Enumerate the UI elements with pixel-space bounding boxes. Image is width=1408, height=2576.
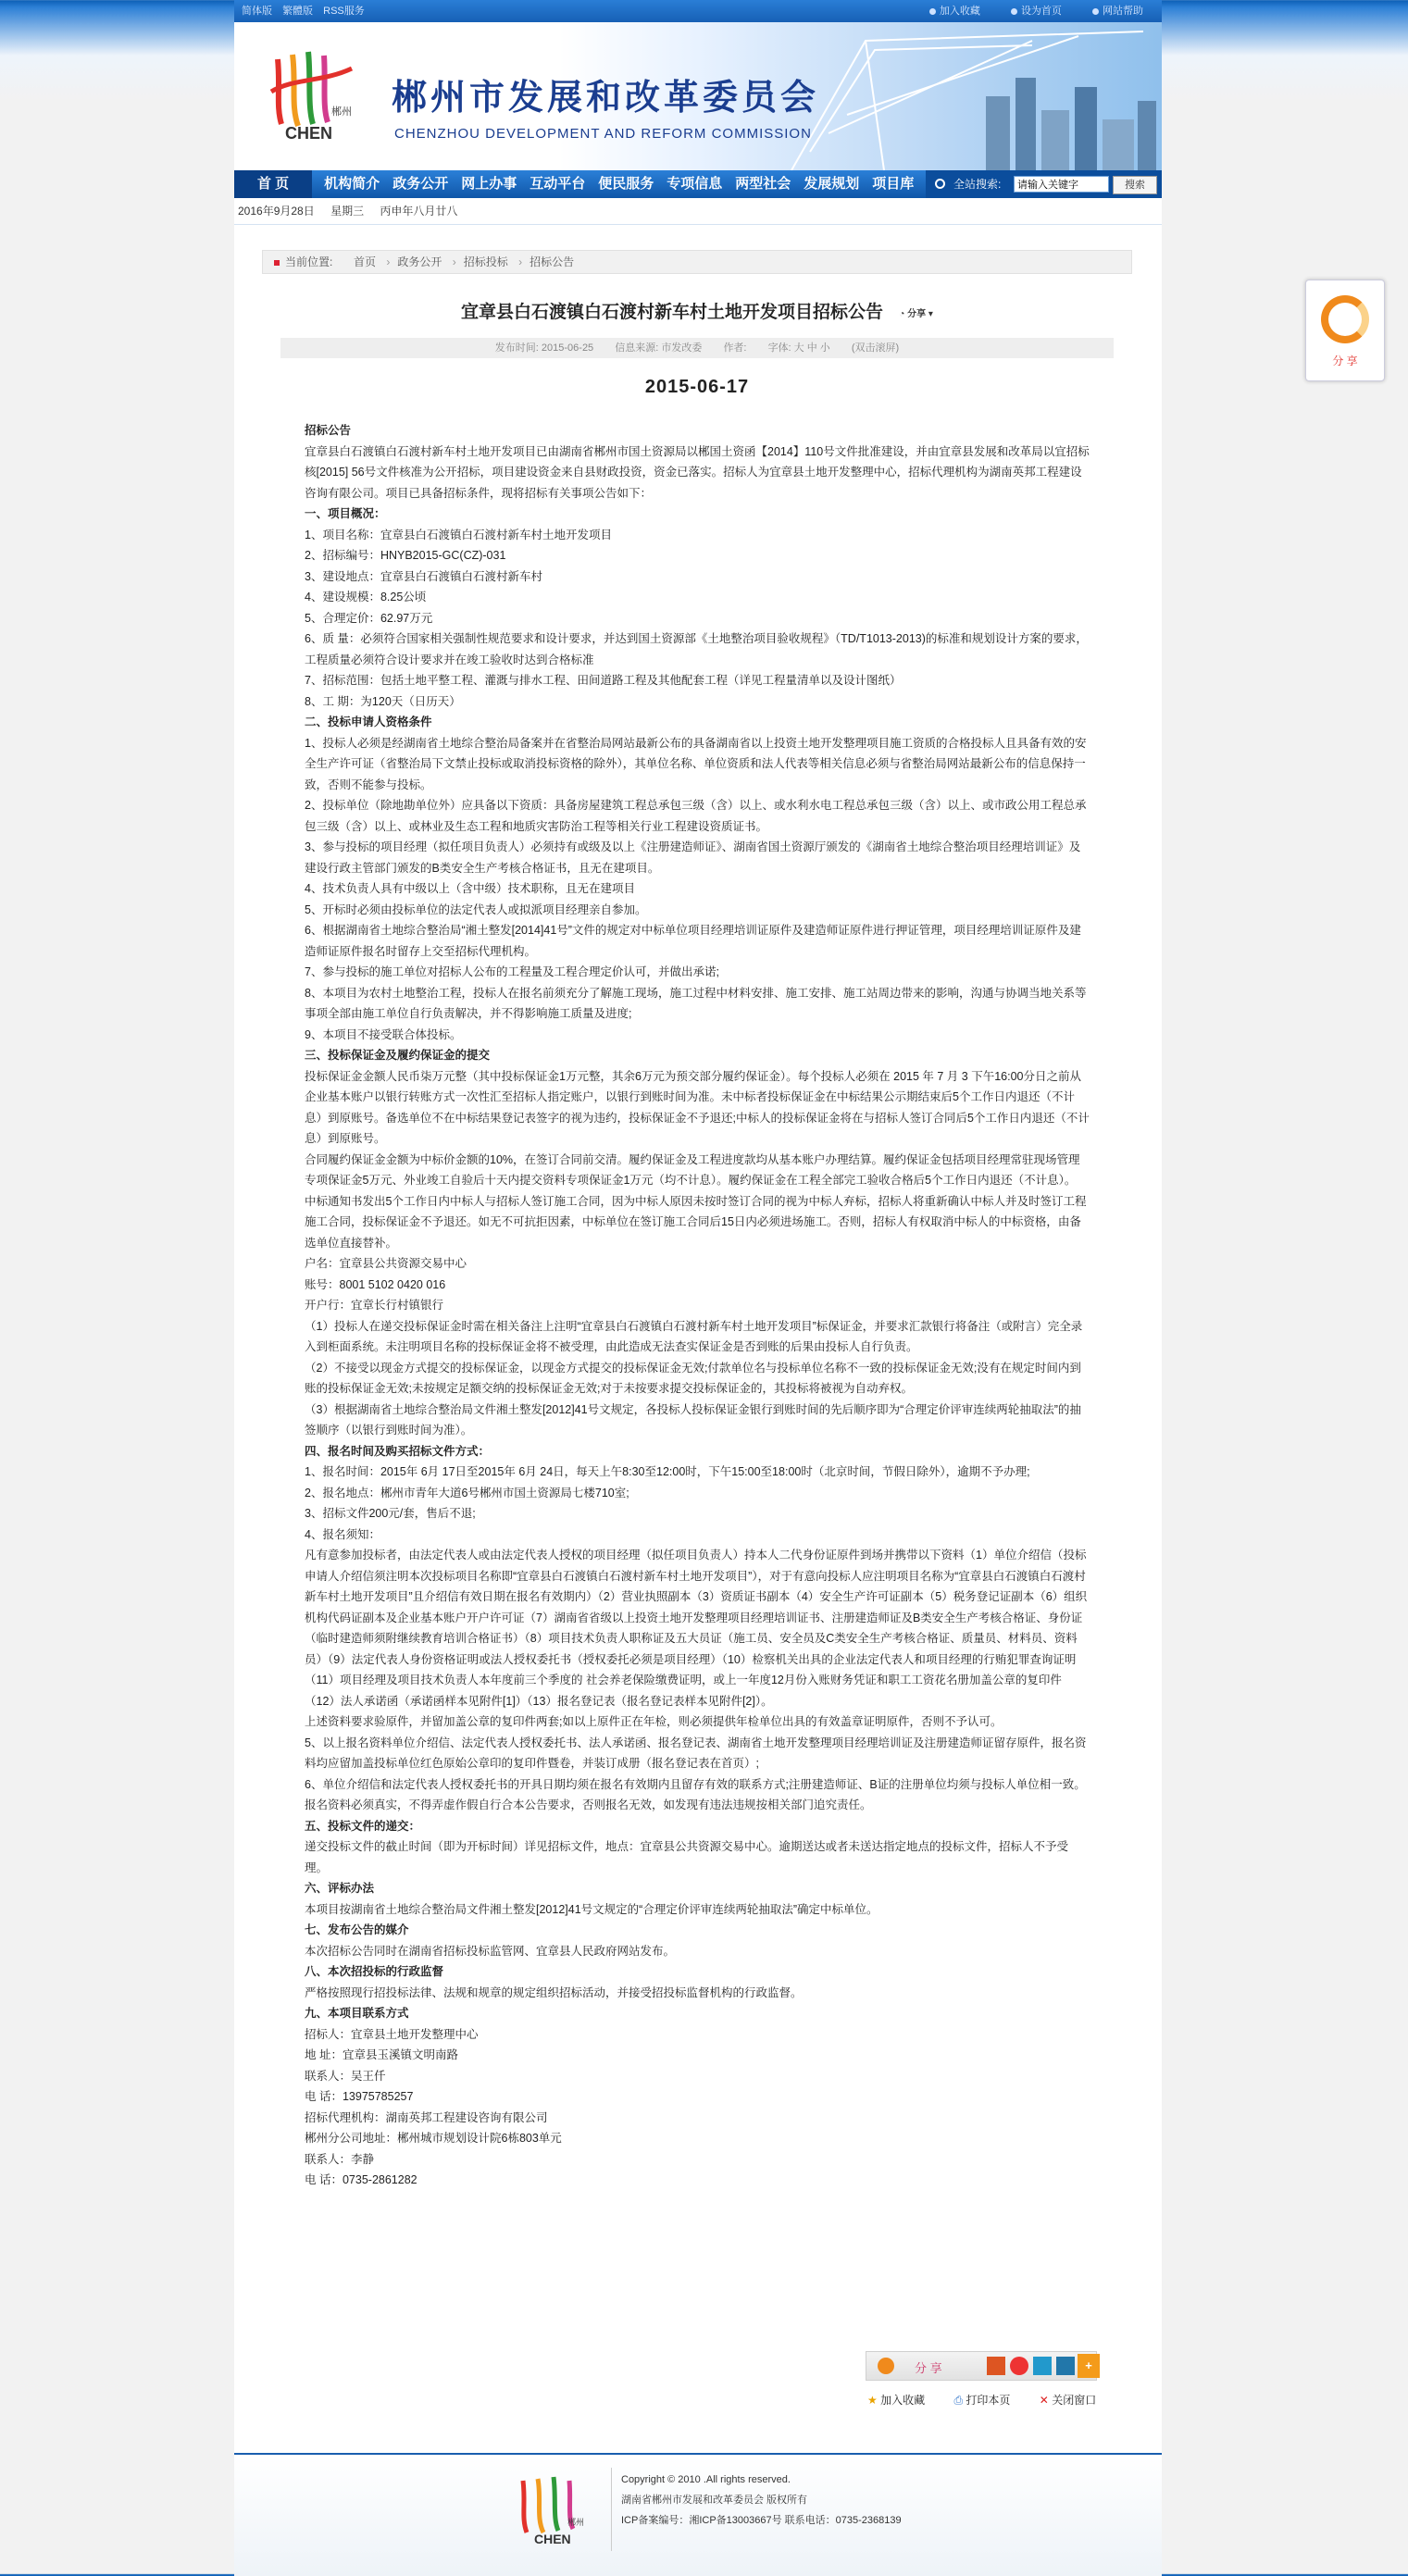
lunar-date: 丙申年八月廿八	[380, 205, 458, 218]
current-date: 2016年9月28日	[238, 205, 315, 218]
footer-divider	[611, 2468, 612, 2551]
svg-text:CHEN: CHEN	[285, 124, 333, 143]
main-content	[262, 250, 1132, 2191]
article-paragraph: 招标代理机构：湖南英邦工程建设咨询有限公司	[305, 2110, 548, 2124]
article-paragraph: 严格按照现行招投标法律、法规和规章的规定组织招标活动，并接受招投标监督机构的行政监督。	[305, 1985, 803, 1999]
article-paragraph: 2、投标单位（除地勘单位外）应具备以下资质：具备房屋建筑工程总承包三级（含）以上、或水利水电工程总承包三级（含）以上、或市政公用工程总承包三级（含）以上、或林业及生态工程和地质灾害防治工程等相关行业工程建设资质证书。	[305, 799, 1087, 833]
article-meta	[280, 338, 1114, 358]
bullet-icon	[1011, 8, 1017, 15]
article-paragraph: 中标通知书发出5个工作日内中标人与招标人签订施工合同，因为中标人原因未按时签订合同的视为中标人弃标，招标人将重新确认中标人并及时签订工程施工合同，投标保证金不予退还。如无不可抗拒因素，中标单位在签订施工合同后15日内必须进场施工。否则，招标人有权取消中标人的中标资格，由备选单位直接替补。	[305, 1194, 1087, 1250]
share-logo-icon	[1321, 295, 1369, 343]
article-paragraph: 4、建设规模：8.25公顷	[305, 591, 427, 604]
article-paragraph: 4、技术负责人具有中级以上（含中级）技术职称，且无在建项目	[305, 882, 635, 895]
article-paragraph: 开户行：宜章长行村镇银行	[305, 1299, 444, 1312]
top-bar	[234, 0, 1162, 22]
copyright: Copyright © 2010 .All rights reserved.	[621, 2474, 791, 2485]
article-paragraph: 上述资料要求验原件，并留加盖公章的复印件两套;如以上原件正在年检，则必须提供年检单位出具的有效盖章证明原件，否则不予认可。	[305, 1715, 1003, 1728]
breadcrumb-home[interactable]: 首页	[354, 255, 377, 268]
breadcrumb: 当前位置: 首页 › 政务公开 › 招标投标 › 招标公告	[262, 250, 1132, 274]
article-paragraph: 3、招标文件200元/套，售后不退;	[305, 1507, 476, 1520]
link-traditional[interactable]: 繁體版	[282, 6, 314, 17]
article-paragraph: 5、以上报名资料单位介绍信、法定代表人授权委托书、法人承诺函、报名登记表、湖南省土地开发整理项目经理培训证及注册建造师证留存原件，报名资料均应留加盖投标单位红色原始公章印的复印件暨卷，并装订成册（报名登记表在首页）;	[305, 1736, 1087, 1770]
font-size-control[interactable]: 字体: 大 中 小	[767, 342, 830, 354]
nav-online-services[interactable]: 网上办事	[461, 176, 517, 192]
breadcrumb-label: 当前位置:	[285, 255, 333, 268]
section-heading: 九、本项目联系方式	[305, 2007, 409, 2020]
article-paragraph: 6、单位介绍信和法定代表人授权委托书的开具日期均须在报名有效期内且留存有效的联系方式;注册建造师证、B证的注册单位均须与投标人单位相一致。报名资料必须真实，不得弄虚作假自行合本公告要求，否则报名无效，如发现有违法违规按相关部门追究责任。	[305, 1777, 1086, 1811]
article-paragraph: 1、报名时间：2015年 6月 17日至2015年 6月 24日，每天上午8:30至12:00时，下午15:00至18:00时（北京时间，节假日除外），逾期不予办理;	[305, 1465, 1030, 1478]
bullet-icon	[1092, 8, 1099, 15]
page-actions	[866, 2392, 1097, 2408]
breadcrumb-bidding[interactable]: 招标投标	[463, 255, 508, 268]
article-paragraph: 招标人：宜章县土地开发整理中心	[305, 2027, 479, 2041]
article-paragraph: 7、招标范围：包括土地平整工程、灌溉与排水工程、田间道路工程及其他配套工程（详见工程量清单以及设计图纸）	[305, 674, 902, 687]
search-icon	[935, 179, 945, 189]
nav-affairs[interactable]: 政务公开	[392, 176, 449, 192]
footer-logo	[512, 2471, 604, 2545]
article-paragraph: 联系人：李静	[305, 2152, 375, 2166]
breadcrumb-icon	[274, 260, 280, 266]
article-paragraph: 4、报名须知：	[305, 1527, 380, 1541]
nav-special-info[interactable]: 专项信息	[667, 176, 723, 192]
star-icon: ★	[867, 2394, 878, 2407]
svg-text:郴州: 郴州	[567, 2519, 585, 2528]
article-paragraph: 递交投标文件的截止时间（即为开标时间）详见招标文件，地点：宜章县公共资源交易中心。逾期送达或者未送达指定地点的投标文件，招标人不予受理。	[305, 1840, 1069, 1874]
section-heading: 三、投标保证金及履约保证金的提交	[305, 1049, 491, 1062]
site-search	[926, 170, 1162, 198]
article-paragraph: 本次招标公告同时在湖南省招标投标监管网、宜章县人民政府网站发布。	[305, 1944, 676, 1958]
site-title: 郴州市发展和改革委员会	[392, 77, 820, 118]
renren-share-icon[interactable]	[987, 2357, 1005, 2375]
article-paragraph: 5、合理定价：62.97万元	[305, 611, 433, 625]
help-link[interactable]: 网站帮助	[1092, 6, 1143, 17]
close-window-action[interactable]: ✕ 关闭窗口	[1039, 2394, 1097, 2407]
article-paragraph: 宜章县白石渡镇白石渡村新车村土地开发项目已由湖南省郴州市国土资源局以郴国土资函【2014】110号文件批准建设，并由宜章县发展和改革局以宜招标核[2015] 56号文件核准为公开招标，项目建设资金来自县财政投资，资金已落实。招标人为宜章县土地开发整理中心，招标代理机构为湖南英邦工程建设咨询有限公司。项目已具备招标条件，现将招标有关事项公告如下：	[305, 444, 1090, 500]
article-paragraph: 电 话：13975785257	[305, 2090, 414, 2103]
section-heading: 五、投标文件的递交：	[305, 1819, 421, 1833]
set-homepage-link[interactable]: 设为首页	[1011, 6, 1062, 17]
top-bar-right	[902, 0, 1143, 22]
nav-two-oriented-society[interactable]: 两型社会	[735, 176, 791, 192]
tencent-share-icon[interactable]	[1056, 2357, 1075, 2375]
bottom-share-bar	[866, 2351, 1097, 2408]
article-paragraph: 本项目按湖南省土地综合整治局文件湘土整发[2012]41号文规定的“合理定价评审连续两轮抽取法”确定中标单位。	[305, 1902, 878, 1916]
search-button[interactable]: 搜索	[1113, 176, 1157, 194]
print-action[interactable]: ⎙ 打印本页	[953, 2394, 1011, 2407]
section-heading: 一、项目概况：	[305, 507, 386, 520]
article-paragraph: 3、参与投标的项目经理（拟任项目负责人）必须持有或级及以上《注册建造师证》、湖南省国土资源厅颁发的《湖南省土地综合整治项目经理培训证》及建设行政主管部门颁发的B类安全生产考核合格证书，且无在建项目。	[305, 840, 1081, 875]
article-paragraph: 户名：宜章县公共资源交易中心	[305, 1257, 467, 1270]
printer-icon: ⎙	[953, 2394, 964, 2407]
article-paragraph: 6、根据湖南省土地综合整治局“湘土整发[2014]41号”文件的规定对中标单位项目经理培训证原件及建造师证原件进行押证管理，项目经理培训证原件及建造师证原件报名时留存上交至招标代理机构。	[305, 924, 1081, 958]
share-label[interactable]: 分 享	[915, 2361, 942, 2375]
nav-about[interactable]: 机构简介	[324, 176, 380, 192]
main-nav	[234, 170, 1162, 198]
search-input[interactable]	[1014, 176, 1109, 193]
section-heading: 四、报名时间及购买招标文件方式：	[305, 1444, 491, 1458]
floating-share-widget[interactable]	[1305, 280, 1385, 381]
owner: 湖南省郴州市发展和改革委员会 版权所有	[621, 2495, 808, 2506]
article-paragraph: 郴州分公司地址：郴州城市规划设计院6栋803单元	[305, 2132, 562, 2145]
search-label: 全站搜索:	[953, 178, 1002, 191]
info-source: 信息来源: 市发改委	[615, 342, 703, 354]
more-share-icon[interactable]: +	[1078, 2354, 1100, 2378]
chenzhou-logo[interactable]	[267, 41, 359, 143]
article-paragraph: 凡有意参加投标者，由法定代表人或由法定代表人授权的项目经理（拟任项目负责人）持本人二代身份证原件到场并携带以下资料（1）单位介绍信（投标申请人介绍信须注明本次投标项目名称即“宜章县白石渡镇白石渡村新车村土地开发项目”），对于有意向投标人应注明项目名称为“宜章县白石渡镇白石渡村新车村土地开发项目”且介绍信有效日期在报名有效期内）（2）营业执照副本（3）资质证书副本（4）安全生产许可证副本（5）税务登记证副本（6）组织机构代码证副本及企业基本账户开户许可证（7）湖南省省级以上投资土地开发整理项目经理培训证书、注册建造师证及B类安全生产考核合格证、身份证（临时建造师须附继续教育培训合格证书）（8）项目技术负责人职称证及五大员证（施工员、安全员及C类安全生产考核合格证、质量员、材料员、资料员）（9）法定代表人身份资格证明或法人授权委托书（授权委托必须是项目经理）（10）检察机关出具的企业法定代表人和项目经理的行贿犯罪查询证明（11）项目经理及项目技术负责人本年度前三个季度的 社会养老保险缴费证明，或上一年度12月份入账财务凭证和职工工资花名册加盖公章的复印件（12）法人承诺函（承诺函样本见附件[1]）（13）报名登记表（报名登记表样本见附件[2]）。	[305, 1549, 1088, 1708]
nav-project-library[interactable]: 项目库	[872, 176, 915, 192]
section-heading: 七、发布公告的媒介	[305, 1923, 409, 1936]
svg-text:郴州: 郴州	[331, 106, 352, 118]
share-mini-button[interactable]: ◔ 分享 ▾	[899, 309, 933, 320]
nav-interaction[interactable]: 互动平台	[530, 176, 586, 192]
close-icon: ✕	[1039, 2394, 1049, 2407]
favorite-action[interactable]: ★ 加入收藏	[867, 2394, 926, 2407]
icp-contact[interactable]: ICP备案编号：湘ICP备13003667号 联系电话：0735-2368139	[621, 2515, 902, 2526]
article-paragraph: 合同履约保证金金额为中标价金额的10%，在签订合同前交清。履约保证金及工程进度款均从基本账户办理结算。履约保证金包括项目经理常驻现场管理专项保证金5万元、外业竣工自验后十天内提交资料专项保证金1万元（均不计息）。履约保证金在工程全部完工验收合格后5个工作日内退还（不计息）。	[305, 1152, 1080, 1187]
section-heading: 六、评标办法	[305, 1882, 375, 1895]
article-paragraph: （3）根据湖南省土地综合整治局文件湘土整发[2012]41号文规定，各投标人投标保证金银行到账时间的先后顺序即为“合理定价评审连续两轮抽取法”的抽签顺序（以银行到账时间为准）。	[305, 1402, 1081, 1437]
article-paragraph: 2、招标编号：HNYB2015-GC(CZ)-031	[305, 549, 506, 562]
nav-development-planning[interactable]: 发展规划	[804, 176, 860, 192]
article-paragraph: （2）不接受以现金方式提交的投标保证金，以现金方式提交的投标保证金无效;付款单位名与投标单位名称不一致的投标保证金无效;没有在规定时间内到账的投标保证金无效;未按规定足额交纳的投标保证金无效;对于未按要求提交投标保证金的，其投标将被视为自动弃权。	[305, 1361, 1081, 1395]
article-paragraph: 联系人：吴王仟	[305, 2069, 386, 2083]
section-heading: 招标公告	[305, 424, 352, 437]
bullet-icon	[929, 8, 936, 15]
site-subtitle: CHENZHOU DEVELOPMENT AND REFORM COMMISSION	[394, 126, 812, 142]
floating-share-label: 分 享	[1332, 355, 1358, 367]
svg-text:CHEN: CHEN	[534, 2532, 571, 2545]
section-heading: 八、本次招投标的行政监督	[305, 1965, 444, 1978]
article-body	[305, 420, 1090, 2191]
article-paragraph: 6、质 量：必须符合国家相关强制性规范要求和设计要求，并达到国土资源部《土地整治项目验收规程》（TD/T1013-2013)的标准和规划设计方案的要求，工程质量必须符合设计要求并在竣工验收时达到合格标准	[305, 632, 1088, 666]
page-wrapper	[234, 0, 1162, 2574]
article-paragraph: 电 话：0735-2861282	[305, 2173, 417, 2186]
header-banner	[234, 22, 1162, 170]
footer	[234, 2453, 1162, 2576]
article-paragraph: 7、参与投标的施工单位对招标人公布的工程量及工程合理定价认可，并做出承诺;	[305, 965, 719, 978]
article-paragraph: 账号：8001 5102 0420 016	[305, 1277, 446, 1291]
top-bar-left	[242, 0, 372, 22]
article-title-row	[262, 298, 1132, 323]
article-paragraph: 9、本项目不接受联合体投标。	[305, 1027, 462, 1041]
link-rss[interactable]: RSS服务	[323, 6, 365, 17]
nav-public-services[interactable]: 便民服务	[598, 176, 654, 192]
nav-home[interactable]: 首 页	[234, 170, 312, 198]
add-favorite-link[interactable]: 加入收藏	[929, 6, 980, 17]
article-paragraph: 投标保证金金额人民币柒万元整（其中投标保证金1万元整，其余6万元为预交部分履约保证金）。每个投标人必须在 2015 年 7 月 3 下午16:00分日之前从企业基本账户以银行转账方式一次性汇至招标人指定账户，以银行到账时间为准。未中标者投标保证金在中标结果公示期结束后5个工作日内退还（不计息）到原账号。备选单位不在中标结果登记表签字的视为违约，投标保证金不予退还;中标人的投标保证金将在与招标人签订合同后5个工作日内退还（不计息）到原账号。	[305, 1069, 1090, 1145]
link-simplified[interactable]: 简体版	[242, 6, 272, 17]
footer-text	[621, 2470, 902, 2531]
publish-time: 发布时间: 2015-06-25	[494, 342, 594, 354]
qzone-share-icon[interactable]	[1033, 2357, 1052, 2375]
article-paragraph: 地 址：宜章县玉溪镇文明南路	[305, 2048, 458, 2061]
article-paragraph: 8、工 期：为120天（日历天）	[305, 694, 461, 708]
breadcrumb-announcement[interactable]: 招标公告	[530, 255, 575, 268]
share-logo-icon	[878, 2358, 894, 2374]
article-paragraph: 2、报名地点：郴州市青年大道6号郴州市国土资源局七楼710室;	[305, 1486, 629, 1500]
breadcrumb-affairs[interactable]: 政务公开	[397, 255, 442, 268]
city-skyline-illustration	[754, 22, 1162, 170]
article-paragraph: 8、本项目为农村土地整治工程，投标人在报名前须充分了解施工现场，施工过程中材料安排、施工安排、施工站周边带来的影响，沟通与协调当地关系等事项全部由施工单位自行负责解决，并不得影响施工质量及进度;	[305, 986, 1087, 1020]
auto-scroll-hint: (双击滚屏)	[851, 342, 900, 354]
article-paragraph: 1、项目名称：宜章县白石渡镇白石渡村新车村土地开发项目	[305, 528, 612, 541]
author: 作者:	[723, 342, 747, 354]
article-paragraph: 3、建设地点：宜章县白石渡镇白石渡村新车村	[305, 569, 542, 583]
weekday: 星期三	[330, 205, 365, 218]
section-heading: 二、投标申请人资格条件	[305, 716, 432, 728]
article-title: 宜章县白石渡镇白石渡村新车村土地开发项目招标公告	[461, 303, 884, 322]
share-strip	[866, 2351, 1097, 2381]
weibo-share-icon[interactable]	[1010, 2357, 1028, 2375]
article-paragraph: 5、开标时必须由投标单位的法定代表人或拟派项目经理亲自参加。	[305, 902, 647, 916]
date-bar	[234, 198, 1162, 225]
article-paragraph: 1、投标人必须是经湖南省土地综合整治局备案并在省整治局网站最新公布的具备湖南省以上投资土地开发整理项目施工资质的合格投标人且具备有效的安全生产许可证（省整治局下文禁止投标或取消投标资格的除外），其单位名称、单位资质和法人代表等相关信息必须与省整治局网站最新公布的信息保持一致，否则不能参与投标。	[305, 736, 1087, 791]
article-paragraph: （1）投标人在递交投标保证金时需在相关备注上注明“宜章县白石渡镇白石渡村新车村土地开发项目”标保证金，并要求汇款银行将备注（或附言）完全录入到柜面系统。未注明项目名称的投标保证金将不被受理，由此造成无法查实保证金是否到账的后果由投标人自行负责。	[305, 1319, 1083, 1353]
article-date: 2015-06-17	[644, 377, 750, 397]
